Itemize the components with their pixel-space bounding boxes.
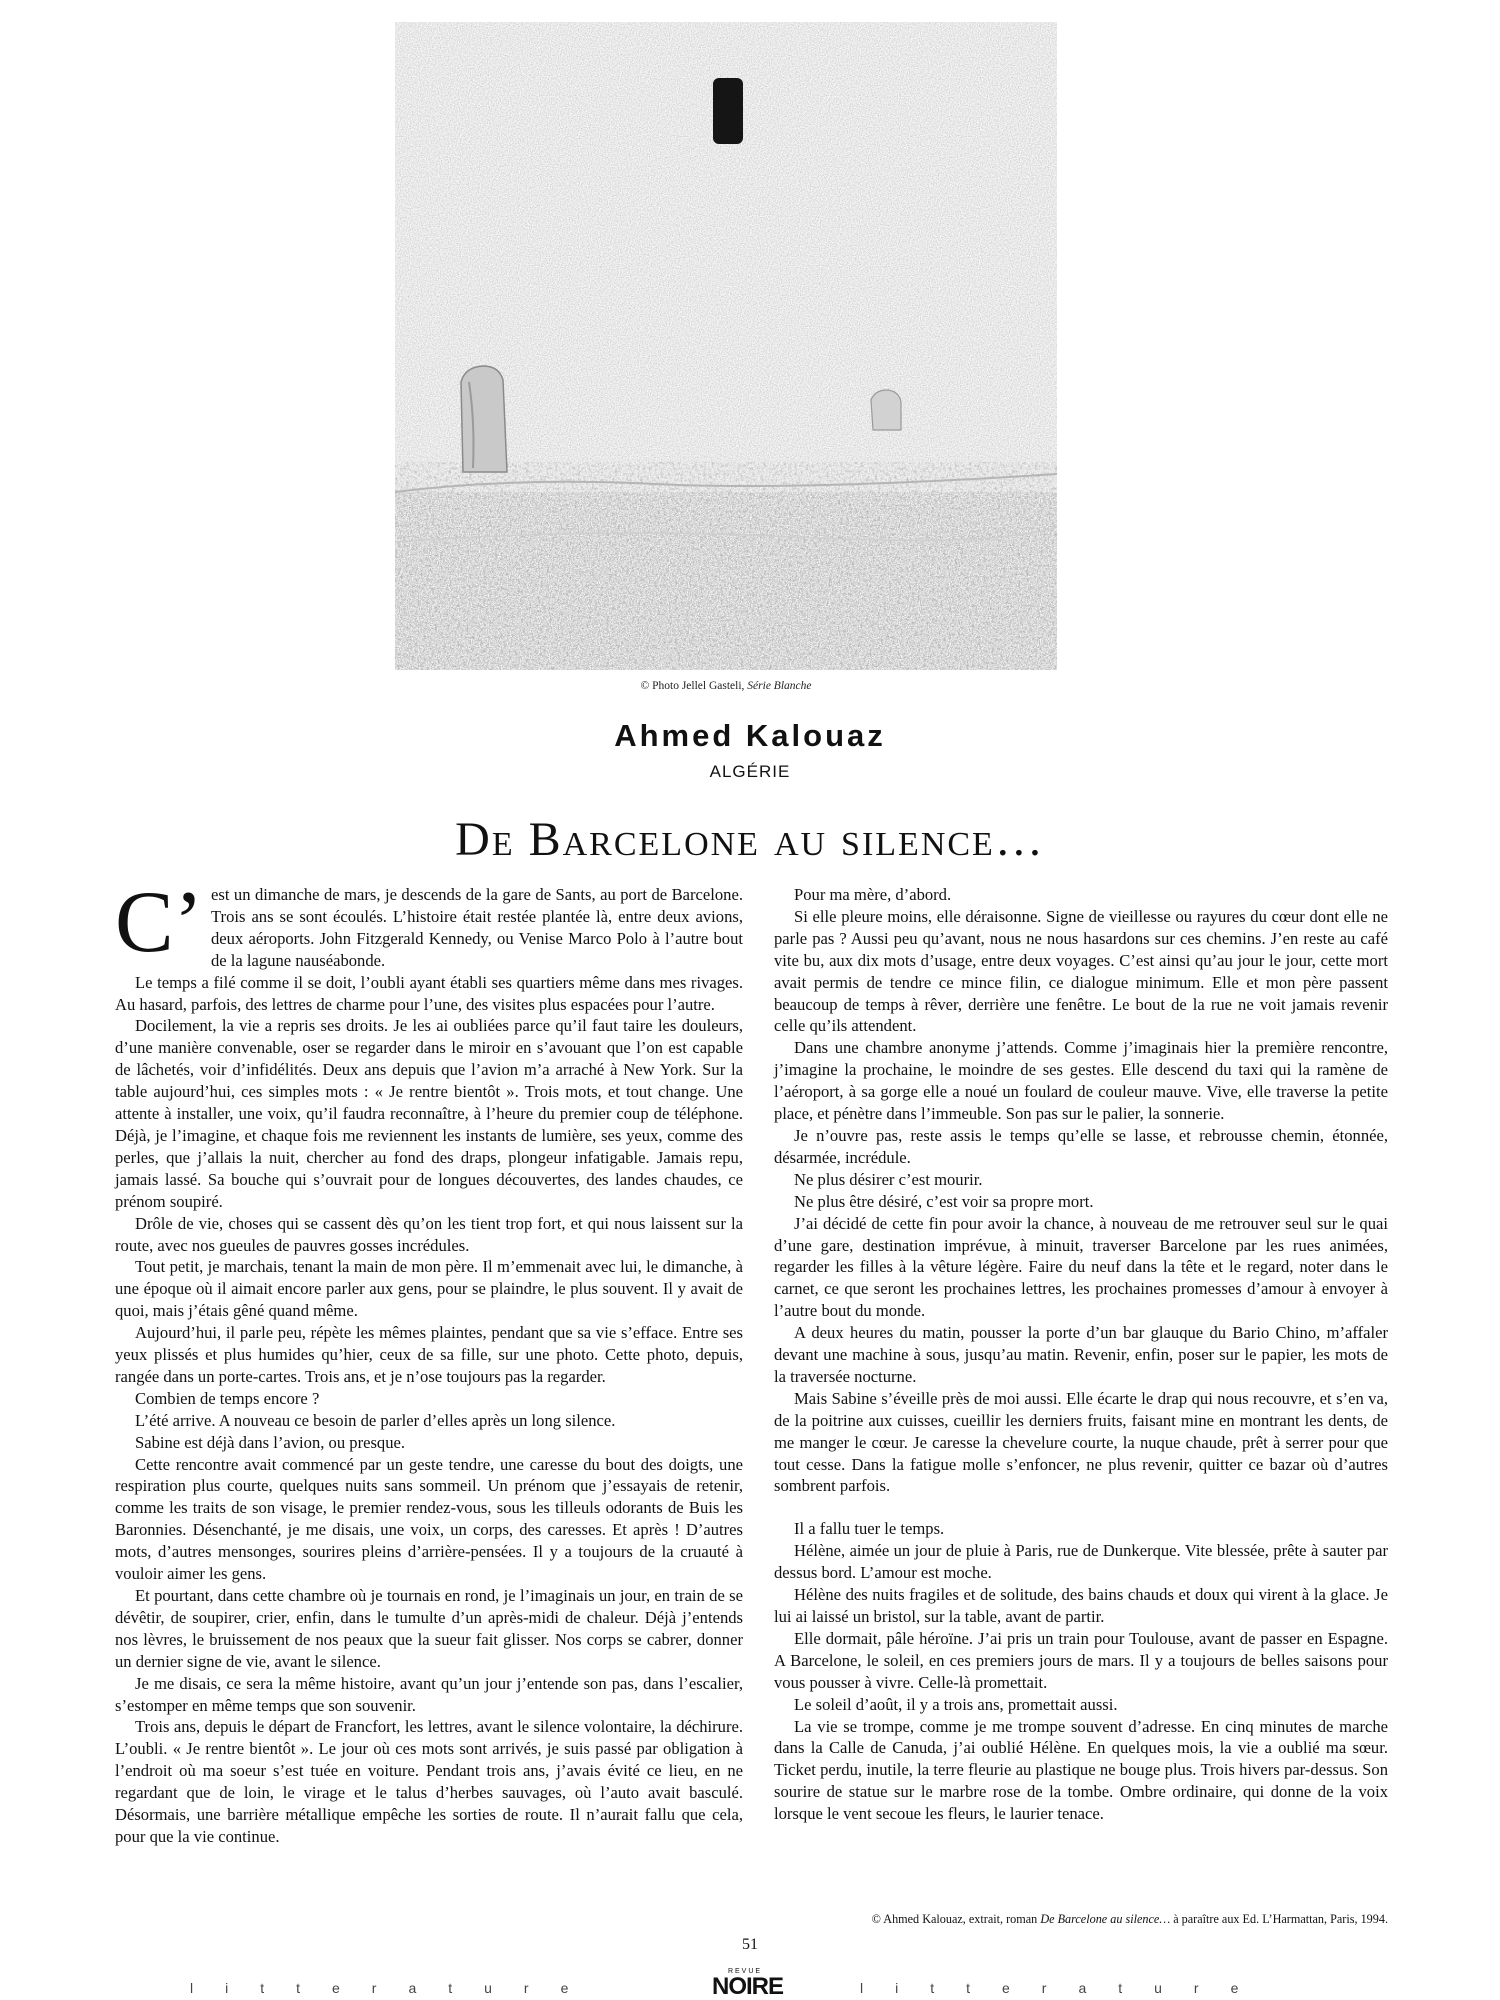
caption-series: Série Blanche xyxy=(747,680,812,692)
author-name: Ahmed Kalouaz xyxy=(614,718,886,753)
drop-cap: C’ xyxy=(115,874,203,971)
article-title: De Barcelone au silence… xyxy=(455,813,1045,866)
photo-image xyxy=(395,22,1057,670)
paragraph: C’ est un dimanche de mars, je descends de la gare de Sants, au port de Barcelone. Trois ans se sont écoulés. L’histoire était restée plantée là, entre deux avions, deux aéroports. John Fitzgerald Kennedy, ou Venise Marco Polo à l’autre bout de la lagune nauséabonde. xyxy=(115,874,743,971)
paragraph: Il a fallu tuer le temps. xyxy=(794,1519,945,1539)
paragraph: Mais Sabine s’éveille près de moi aussi. Elle écarte le drap qui nous recouvre, et s’en va, de la poitrine aux cuisses, cueillir les derniers fruits, faisant mine en montrant les dents, de me manger le cœur. Je caresse la chevelure courte, la nuque chaude, prêt à serrer pour que tout cesse. Dans la fatigue molle s’enfoncer, ne plus revenir, quitter ce bazar où d’autres sombrent parfois. xyxy=(774,1388,1388,1496)
bollard-left xyxy=(461,366,507,472)
paragraph: Docilement, la vie a repris ses droits. Je les ai oubliées parce qu’il faut taire les douleurs, d’une manière convenable, oser se regarder dans le miroir en s’avouant que l’on est capable de lâchetés, voir d’infidélités. Deux ans depuis que l’avion m’a arraché à New York. Sur la table aujourd’hui, ces simples mots : « Je rentre bientôt ». Trois mots, et tout change. Une attente à installer, une voix, qu’il faudra reconnaître, à l’heure du premier coup de téléphone. Déjà, je l’imagine, et chaque fois me reviennent les instants de lumière, ses yeux, comme des perles, que j’allais la nuit, chercher au fond des draps, plongeur infatigable. Jamais repu, jamais lassé. Sa bouche qui s’ouvrait pour de longues découvertes, des landes chaudes, ce prénom soupiré. xyxy=(115,1016,743,1211)
author-country: ALGÉRIE xyxy=(709,762,791,781)
paragraph: Je me disais, ce sera la même histoire, avant qu’un jour j’entende son pas, dans l’escalier, s’estomper en même temps que son souvenir. xyxy=(115,1673,743,1715)
paragraph: Cette rencontre avait commencé par un geste tendre, une caresse du bout des doigts, une respiration plus courte, quelques nuits sans sommeil. Un prénom que j’essayais de retenir, comme les traits de son visage, le premier rendez-vous, sous les tilleuls odorants de Buis les Baronnies. Désenchanté, je me disais, une voix, un corps, des caresses. Et après ! D’autres mots, d’autres mensonges, sourires pleins d’arrière-pensées. Il y a toujours de la cruauté à vouloir aimer les gens. xyxy=(115,1454,743,1584)
text-column-right xyxy=(774,884,1388,1825)
paragraph: Elle dormait, pâle héroïne. J’ai pris un train pour Toulouse, avant de passer en Espagne. A Barcelone, le soleil, en ces premiers jours de mars. Il y a toujours de belles saisons pour vous pousser à vivre. Celle-là promettait. xyxy=(774,1628,1388,1692)
revue-noire-logo: REVUE NOIRE xyxy=(712,1968,784,2000)
paragraph: Drôle de vie, choses qui se cassent dès qu’on les tient trop fort, et qui nous laissent sur la route, avec nos gueules de pauvres gosses incrédules. xyxy=(115,1213,743,1255)
caption-credit: © Photo Jellel Gasteli, xyxy=(640,680,748,692)
paragraph: Pour ma mère, d’abord. xyxy=(794,885,952,904)
book-title: De Barcelone au silence… xyxy=(1040,1912,1171,1926)
bollard-right xyxy=(871,390,901,430)
paragraph: Ne plus être désiré, c’est voir sa propre mort. xyxy=(794,1191,1094,1211)
paragraph: La vie se trompe, comme je me trompe souvent d’adresse. En cinq minutes de marche dans la Calle de Canuda, j’ai oublié Hélène. En quelques mois, la vie a oublié ma sœur. Ticket perdu, inutile, la terre fleurie au plastique ne bouge plus. Trois hivers par-dessus. Son sourire de statue sur le marbre rose de la tombe. Ombre ordinaire, qui donne de la voix lorsque le vent secoue les fleurs, le laurier tenace. xyxy=(774,1716,1388,1824)
paragraph: Le temps a filé comme il se doit, l’oubli ayant établi ses quartiers même dans mes rivages. Au hasard, parfois, des lettres de charme pour l’une, des visites plus espacées pour l’autre. xyxy=(115,972,743,1014)
paragraph: Ne plus désirer c’est mourir. xyxy=(794,1169,983,1189)
window-opening xyxy=(713,78,743,144)
photo-caption xyxy=(395,680,1057,692)
paragraph: Je n’ouvre pas, reste assis le temps qu’elle se lasse, et rebrousse chemin, étonnée, désarmée, incrédule. xyxy=(774,1125,1388,1167)
paragraph: L’été arrive. A nouveau ce besoin de parler d’elles après un long silence. xyxy=(135,1410,616,1430)
paragraph: J’ai décidé de cette fin pour avoir la chance, à nouveau de me retrouver seul sur le quai d’une gare, destination imprévue, à minuit, traverser Barcelone par les rues animées, regarder les filles à la vêture légère. Faire du neuf dans la tête et le regard, noter dans le carnet, ce que seront les prochaines lettres, les prochaines promesses d’amour à envoyer à l’autre bout du monde. xyxy=(774,1213,1388,1321)
paragraph: Et pourtant, dans cette chambre où je tournais en rond, je l’imaginais un jour, en train de se dévêtir, de soupirer, crier, enfin, dans le tumulte d’un après-midi de chaleur. Déjà j’entends nos lèvres, le bruissement de nos peaux que la sueur fait glisser. Nos corps se cabrer, donner un dernier signe de vie, avant le silence. xyxy=(115,1586,743,1671)
paragraph: Sabine est déjà dans l’avion, ou presque. xyxy=(135,1432,406,1452)
footer-section-label-left: litterature xyxy=(190,1980,601,1996)
copyright-credit: © Ahmed Kalouaz, extrait, roman De Barcelone au silence… à paraître aux Ed. L’Harmattan, Paris, 1994. xyxy=(871,1912,1388,1926)
paragraph: Hélène, aimée un jour de pluie à Paris, rue de Dunkerque. Vite blessée, prête à sauter par dessus bord. L’amour est moche. xyxy=(774,1541,1388,1583)
text-column-left xyxy=(115,874,743,1848)
paragraph: Le soleil d’août, il y a trois ans, promettait aussi. xyxy=(794,1694,1118,1714)
paragraph: Trois ans, depuis le départ de Francfort, les lettres, avant le silence volontaire, la déchirure. L’oubli. « Je rentre bientôt ». Le jour où ces mots sont arrivés, je suis passé par obligation à l’endroit où ma soeur s’est tuée en voiture. Pendant trois ans, j’avais évité ce lieu, en ne regardant que de loin, le virage et le talus d’herbes sauvages, où l’auto avait basculé. Désormais, une barrière métallique empêche les sorties de route. Il n’aurait fallu que cela, pour que la vie continue. xyxy=(115,1717,743,1846)
paragraph: Aujourd’hui, il parle peu, répète les mêmes plaintes, pendant que sa vie s’efface. Entre ses yeux plissés et plus humides qu’hier, ceux de sa fille, sur une photo. Cette photo, depuis, rangée dans un porte-cartes. Trois ans, et je n’ose toujours pas la regarder. xyxy=(115,1323,743,1386)
paragraph: Combien de temps encore ? xyxy=(135,1388,320,1408)
paragraph: Dans une chambre anonyme j’attends. Comme j’imaginais hier la première rencontre, j’imagine la prochaine, le moindre de ses gestes. Elle descend du taxi qui la ramène de l’aéroport, à sa gorge elle a noué un foulard de couleur mauve. Vive, elle traverse la petite place, et pénètre dans l’immeuble. Son pas sur le palier, la sonnerie. xyxy=(774,1038,1388,1124)
page-number: 51 xyxy=(742,1936,758,1953)
paragraph: Tout petit, je marchais, tenant la main de mon père. Il m’emmenait avec lui, le dimanche, à une époque où il aimait encore parler aux gens, pour se plaindre, le plus souvent. Il y avait de quoi, mais j’étais gêné quand même. xyxy=(115,1257,743,1321)
footer-section-label-right: litterature xyxy=(860,1980,1271,1996)
paragraph: Hélène des nuits fragiles et de solitude, des bains chauds et doux qui virent à la glace. Je lui ai laissé un bristol, sur la table, avant de partir. xyxy=(774,1585,1388,1626)
paragraph: Si elle pleure moins, elle déraisonne. Signe de vieillesse ou rayures du cœur dont elle ne parle pas ? Aussi peu qu’avant, nous ne nous hasardons sur ces chemins. J’en reste au café vite bu, aux dix mots d’usage, entre deux voyages. C’est ainsi qu’au jour le jour, cette mort avait permis de tendre ce mince filin, ce dialogue minimum. Elle et mon père passent beaucoup de temps à rêver, derrière une fenêtre. Le bout de la rue ne voit jamais revenir celle qu’ils attendent. xyxy=(774,906,1388,1036)
paragraph: A deux heures du matin, pousser la porte d’un bar glauque du Bario Chino, m’affaler devant une machine à sous, jusqu’au matin. Revenir, enfin, poser sur le papier, les mots de la traversée nocturne. xyxy=(774,1323,1388,1386)
photo-serie-blanche xyxy=(395,22,1057,670)
